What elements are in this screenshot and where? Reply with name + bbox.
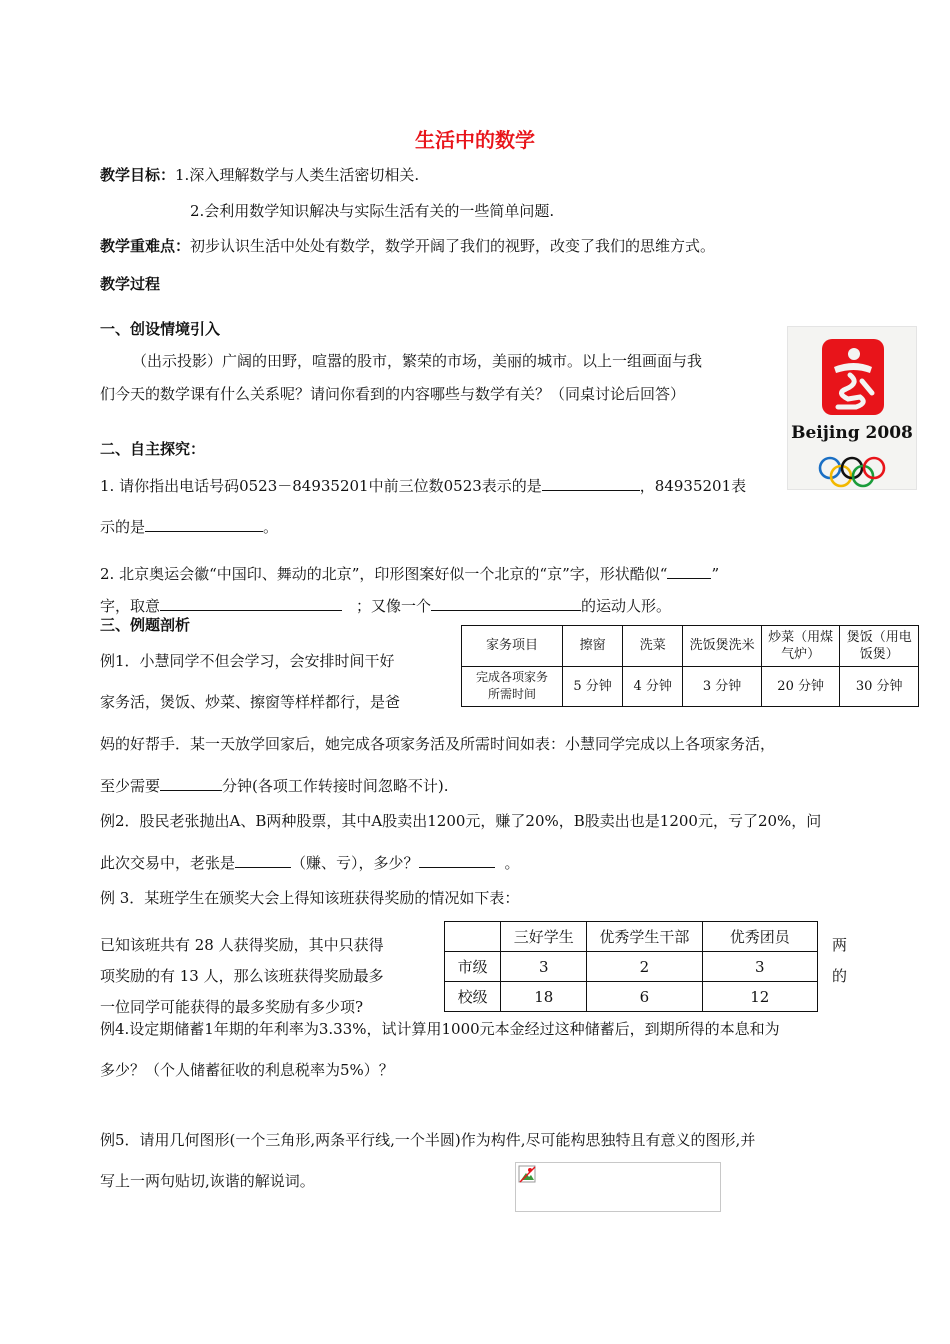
q2-blank-1[interactable] — [667, 562, 711, 579]
q2-blank-3[interactable] — [431, 594, 581, 611]
question-2-line-2 — [100, 594, 671, 616]
chores-time-cell: 3 分钟 — [683, 666, 762, 707]
example-3-left-3: 一位同学可能获得的最多奖励有多少项? — [100, 998, 364, 1016]
ex2-text-a: 此次交易中，老张是 — [100, 854, 236, 872]
chores-time-cell: 20 分钟 — [761, 666, 840, 707]
page-title: 生活中的数学 — [415, 128, 535, 152]
example-3-right-1: 两 — [832, 936, 848, 954]
example-1-line-3: 妈的好帮手．某一天放学回家后，她完成各项家务活及所需时间如表：小慧同学完成以上各项家务活， — [100, 735, 776, 753]
seal-head — [848, 348, 860, 360]
chores-header-cell: 家务项目 — [462, 626, 563, 667]
chores-row-label: 完成各项家务所需时间 — [462, 666, 563, 707]
example-1-line-2: 家务活，煲饭、炒菜、擦窗等样样都行，是爸 — [100, 693, 401, 711]
section1-text-2: 们今天的数学课有什么关系呢？请问你看到的内容哪些与数学有关？（同桌讨论后回答） — [100, 385, 686, 403]
awards-cell: 2 — [587, 952, 702, 982]
q1-text-c: 示的是 — [100, 518, 146, 536]
ex2-text-c: 。 — [504, 854, 520, 872]
ex1-text-b: 分钟(各项工作转接时间忽略不计). — [222, 777, 449, 795]
ex2-text-b: （赚、亏），多少？ — [291, 854, 419, 872]
awards-header-cell: 优秀学生干部 — [587, 922, 702, 952]
awards-cell: 18 — [501, 982, 587, 1012]
example-4-line-2: 多少？（个人储蓄征收的利息税率为5%）？ — [100, 1061, 394, 1079]
awards-header-cell: 优秀团员 — [702, 922, 817, 952]
awards-cell: 3 — [501, 952, 587, 982]
example-2-line-2 — [100, 851, 520, 873]
beijing-2008-emblem — [787, 326, 917, 490]
chores-header-row — [462, 626, 919, 667]
goals-text-1: 1.深入理解数学与人类生活密切相关. — [175, 166, 420, 184]
example-3-left-1: 已知该班共有 28 人获得奖励，其中只获得 — [100, 936, 384, 954]
awards-cell: 校级 — [445, 982, 501, 1012]
chores-header-cell: 擦窗 — [562, 626, 622, 667]
awards-cell: 6 — [587, 982, 702, 1012]
awards-cell: 3 — [702, 952, 817, 982]
example-3-left-2: 项奖励的有 13 人，那么该班获得奖励最多 — [100, 967, 384, 985]
chores-header-cell: 洗饭煲洗米 — [683, 626, 762, 667]
emblem-caption: Beijing 2008 — [791, 423, 913, 443]
chores-header-cell: 洗菜 — [623, 626, 683, 667]
key-points — [100, 235, 715, 256]
example-3-right-2: 的 — [832, 967, 848, 985]
ex1-blank[interactable] — [160, 774, 222, 791]
chores-header-cell: 炒菜（用煤气炉） — [761, 626, 840, 667]
ex2-blank-1[interactable] — [235, 851, 291, 868]
question-2-line-1 — [100, 562, 719, 584]
awards-header-row — [445, 922, 818, 952]
q2-text-d: ；又像一个 — [356, 597, 432, 615]
chores-table — [461, 625, 919, 707]
question-1-line-2 — [100, 515, 278, 537]
q2-text-e: 的运动人形。 — [581, 597, 672, 615]
awards-cell: 12 — [702, 982, 817, 1012]
section1-text-1: （出示投影）广阔的田野，喧嚣的股市，繁荣的市场，美丽的城市。以上一组画面与我 — [132, 352, 703, 370]
chores-header-cell: 煲饭（用电饭煲） — [840, 626, 919, 667]
emblem-graphic — [788, 327, 916, 489]
broken-image-icon — [518, 1165, 538, 1185]
key-points-label: 教学重难点： — [100, 237, 191, 255]
section2-heading: 二、自主探究： — [100, 440, 206, 458]
example-5-line-2: 写上一两句贴切,诙谐的解说词。 — [100, 1172, 315, 1190]
q1-text-a: 1. 请你指出电话号码0523－84935201中前三位数0523表示的是 — [100, 477, 542, 495]
q1-blank-1[interactable] — [542, 474, 640, 491]
q2-text-a: 2. 北京奥运会徽“中国印、舞动的北京”，印形图案好似一个北京的“京”字，形状酷似“ — [100, 565, 668, 583]
awards-cell: 市级 — [445, 952, 501, 982]
broken-image-placeholder — [515, 1162, 721, 1212]
section3-heading: 三、例题剖析 — [100, 616, 191, 634]
awards-row — [445, 952, 818, 982]
ex2-blank-2[interactable] — [419, 851, 495, 868]
example-1-line-4 — [100, 774, 449, 796]
example-4-line-1: 例4.设定期储蓄1年期的年利率为3.33%，试计算用1000元本金经过这种储蓄后，到期所得的本息和为 — [100, 1020, 780, 1038]
q1-blank-2[interactable] — [145, 515, 263, 532]
chores-time-cell: 4 分钟 — [623, 666, 683, 707]
awards-row — [445, 982, 818, 1012]
awards-header-cell: 三好学生 — [501, 922, 587, 952]
example-1-line-1: 例1．小慧同学不但会学习，会安排时间干好 — [100, 652, 395, 670]
q1-text-b: ，84935201表 — [639, 477, 747, 495]
example-5-line-1: 例5．请用几何图形(一个三角形,两条平行线,一个半圆)作为构件,尽可能构思独特且有意义的图形,并 — [100, 1131, 756, 1149]
q2-text-b: ” — [711, 565, 720, 583]
goals-line-1 — [100, 164, 419, 185]
q1-text-d: 。 — [263, 518, 279, 536]
goals-line-2: 2.会利用数学知识解决与实际生活有关的一些简单问题. — [190, 202, 555, 220]
goals-label: 教学目标： — [100, 166, 176, 184]
q2-text-c: 字，取意 — [100, 597, 161, 615]
section1-heading: 一、创设情境引入 — [100, 320, 221, 338]
example-3-line-1: 例 3．某班学生在颁奖大会上得知该班获得奖励的情况如下表： — [100, 889, 520, 907]
chores-time-row — [462, 666, 919, 707]
q2-blank-2[interactable] — [160, 594, 342, 611]
chores-time-cell: 5 分钟 — [562, 666, 622, 707]
ex1-text-a: 至少需要 — [100, 777, 161, 795]
awards-table — [444, 921, 818, 1012]
example-2-line-1: 例2．股民老张抛出A、B两种股票，其中A股卖出1200元，赚了20%，B股卖出也是1200元，亏了20%，问 — [100, 812, 822, 830]
key-points-text: 初步认识生活中处处有数学，数学开阔了我们的视野，改变了我们的思维方式。 — [190, 237, 716, 255]
question-1-line-1 — [100, 474, 746, 496]
chores-time-cell: 30 分钟 — [840, 666, 919, 707]
process-label: 教学过程 — [100, 275, 161, 293]
awards-header-cell — [445, 922, 501, 952]
